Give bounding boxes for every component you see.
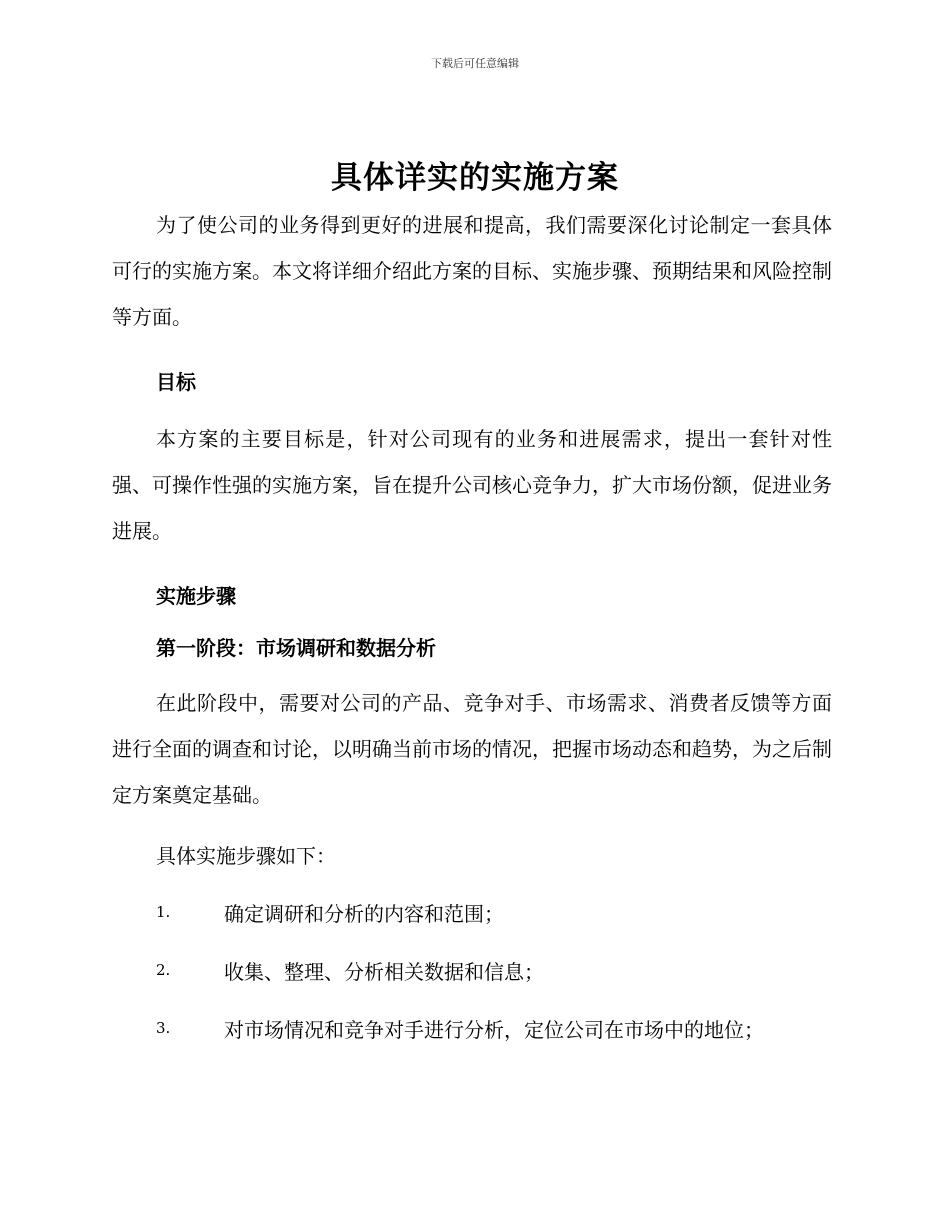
list-item (112, 956, 832, 984)
list-item-number: 2. (156, 961, 171, 979)
list-item (112, 898, 832, 926)
document-body (112, 202, 832, 1072)
list-item-number: 1. (156, 903, 171, 921)
document-title: 具体详实的实施方案 (331, 160, 619, 196)
intro-paragraph: 为了使公司的业务得到更好的进展和提高，我们需要深化讨论制定一套具体可行的实施方案。本文将详细介绍此方案的目标、实施步骤、预期结果和风险控制等方面。 (112, 213, 832, 329)
steps-list (112, 898, 832, 1042)
steps-intro: 具体实施步骤如下： (156, 844, 336, 868)
list-item-text: 确定调研和分析的内容和范围； (224, 901, 504, 926)
phase1-heading: 第一阶段：市场调研和数据分析 (156, 636, 436, 660)
list-item-number: 3. (156, 1019, 171, 1037)
list-item-text: 对市场情况和竞争对手进行分析，定位公司在市场中的地位； (224, 1017, 764, 1042)
goal-heading: 目标 (156, 370, 196, 394)
header-note: 下载后可任意编辑 (431, 57, 519, 70)
goal-paragraph: 本方案的主要目标是，针对公司现有的业务和进展需求，提出一套针对性强、可操作性强的实施方案，旨在提升公司核心竞争力，扩大市场份额，促进业务进展。 (112, 427, 832, 543)
list-item (112, 1014, 832, 1042)
steps-heading: 实施步骤 (156, 584, 236, 608)
phase1-paragraph: 在此阶段中，需要对公司的产品、竞争对手、市场需求、消费者反馈等方面进行全面的调查和讨论，以明确当前市场的情况，把握市场动态和趋势，为之后制定方案奠定基础。 (112, 691, 832, 807)
list-item-text: 收集、整理、分析相关数据和信息； (224, 959, 544, 984)
